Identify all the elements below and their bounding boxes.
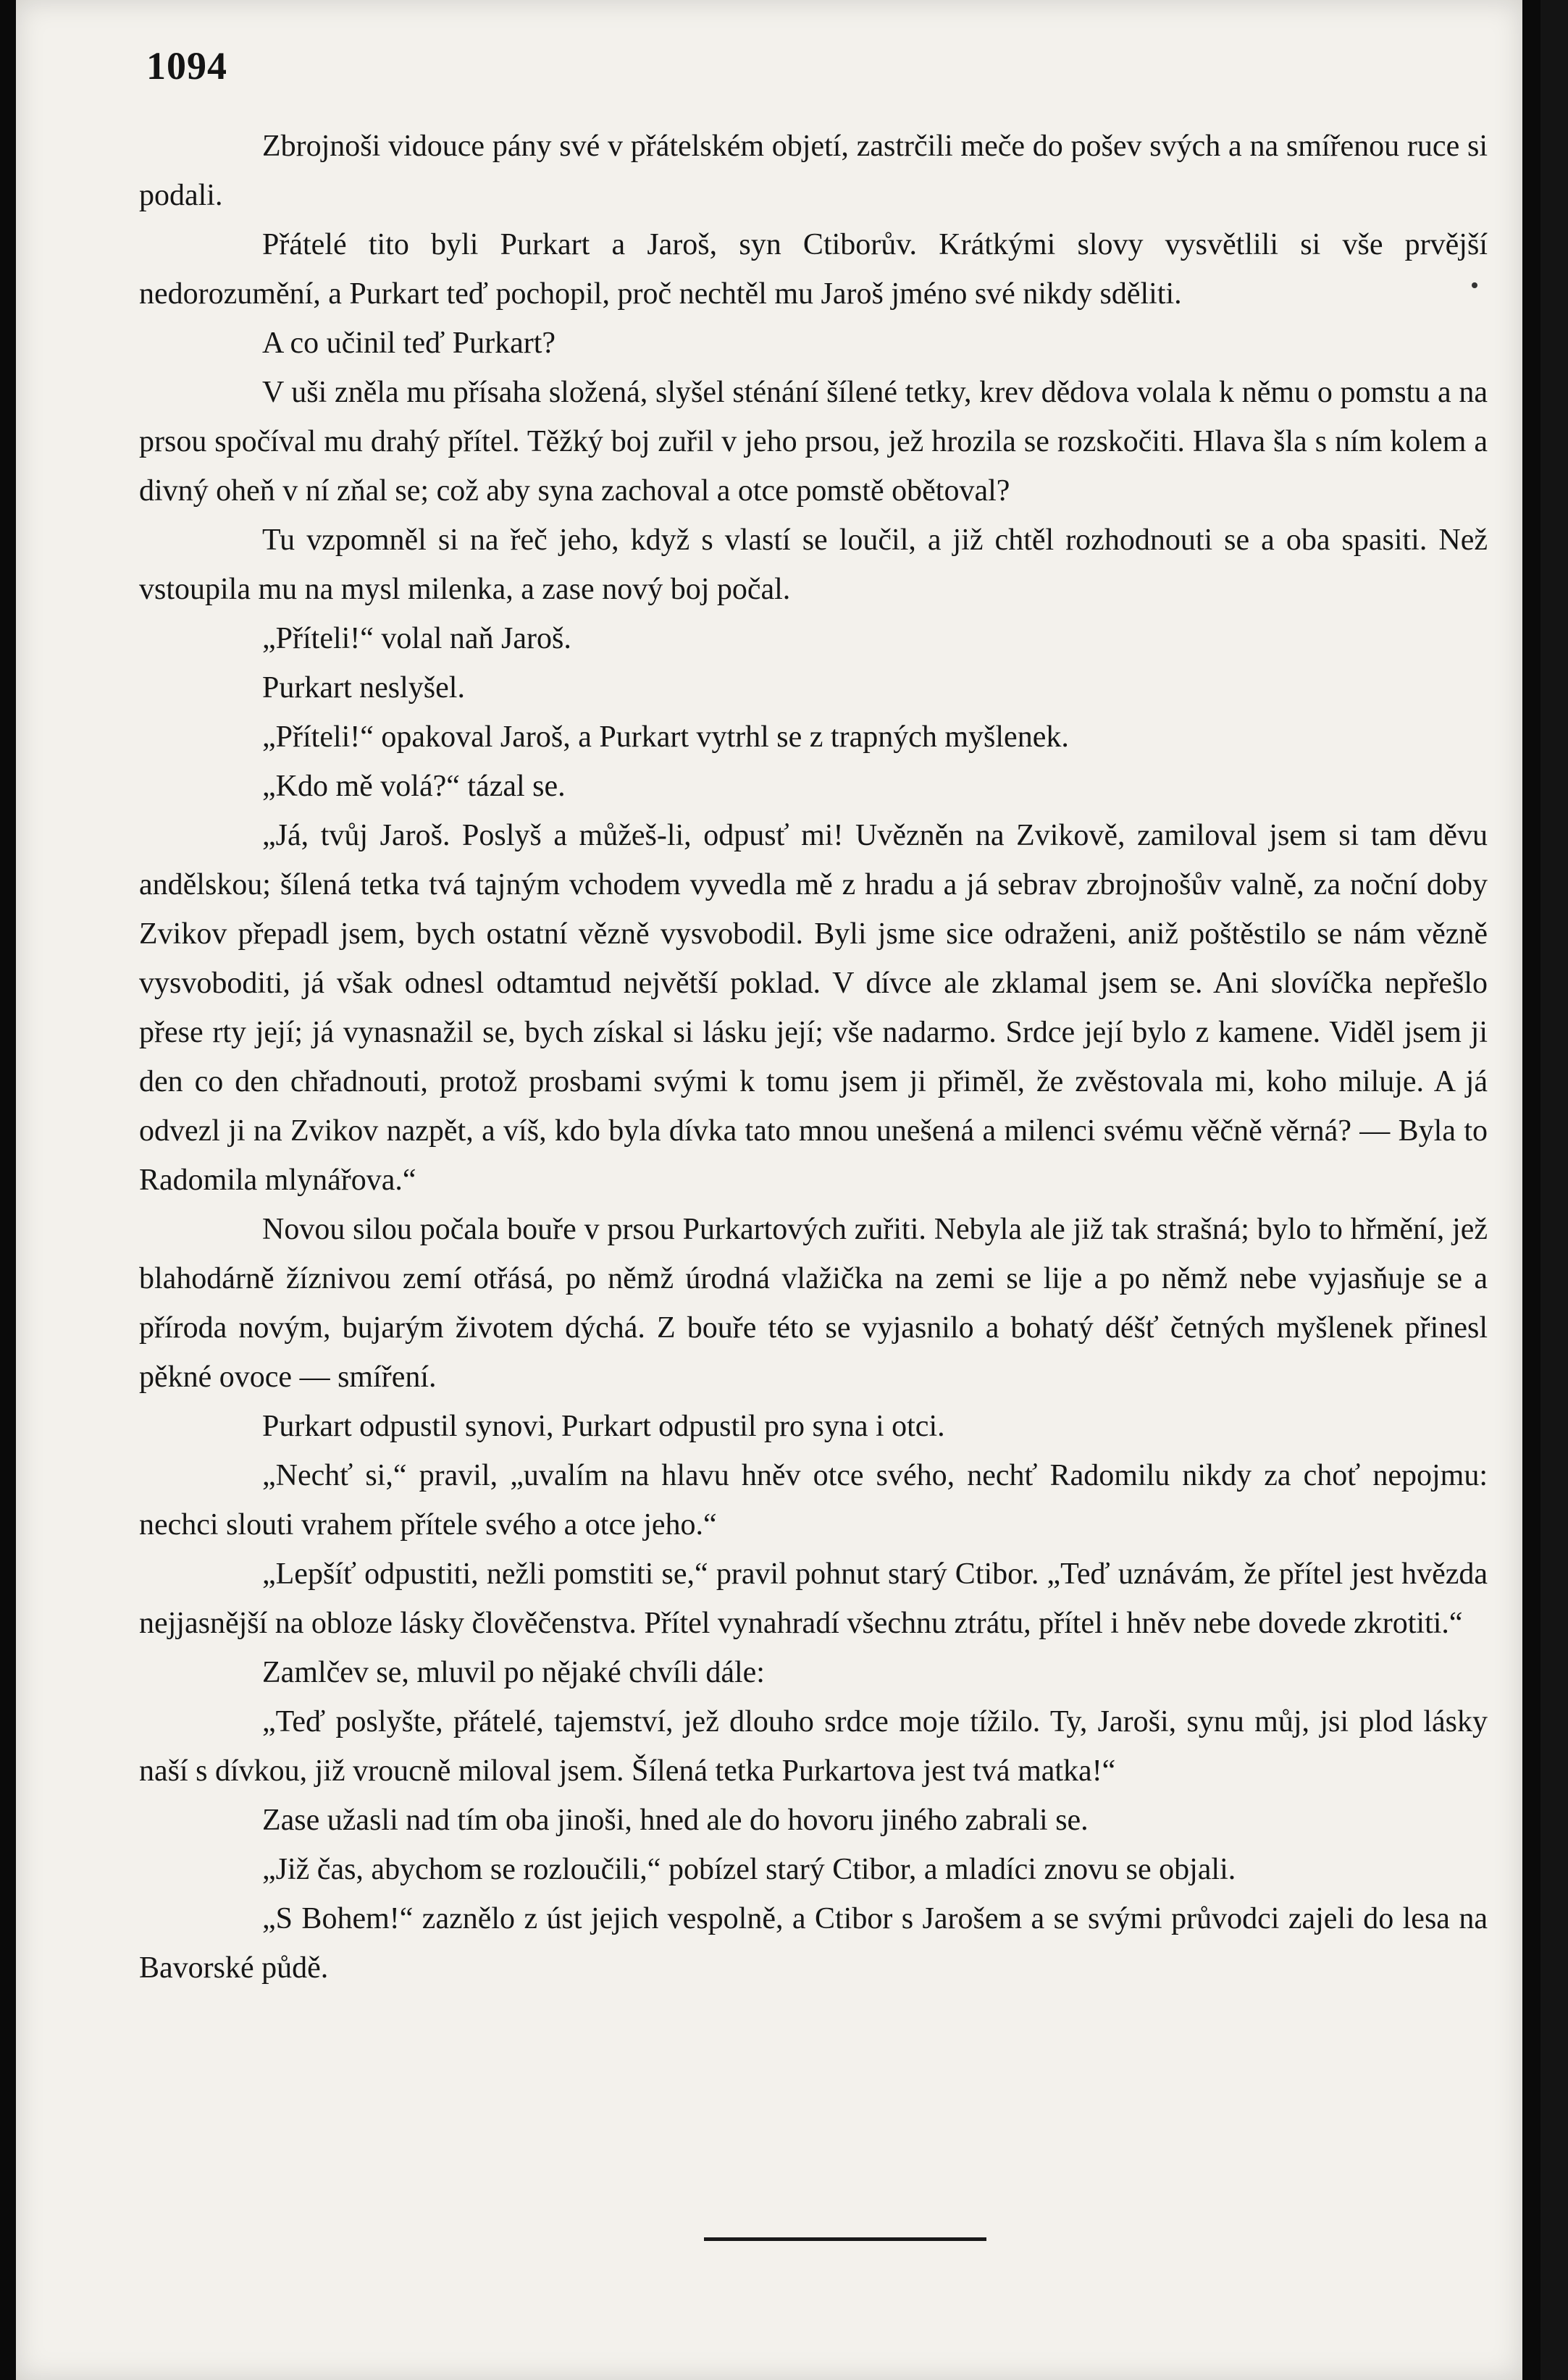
end-rule [704, 2237, 986, 2241]
paragraph: Purkart odpustil synovi, Purkart odpustil pro syna i otci. [262, 1410, 945, 1443]
scan-edge [1540, 0, 1568, 2380]
paragraph: „Příteli!“ opakoval Jaroš, a Purkart vytrhl se z trapných myšlenek. [262, 720, 1069, 754]
paragraph: Zamlčev se, mluvil po nějaké chvíli dále: [262, 1656, 765, 1689]
paragraph: „Lepšíť odpustiti, nežli pomstiti se,“ pravil pohnut starý Ctibor. „Teď uznávám, že přítel jest hvězda nejjasnější na obloze lásky člověčenstva. Přítel vynahradí všechnu ztrátu, přítel i hněv nebe dovede zkrotiti.“ [139, 1557, 1488, 1640]
paragraph: Zbrojnoši vidouce pány své v přátelském objetí, zastrčili meče do pošev svých a na smířenou ruce si podali. [139, 130, 1488, 212]
paragraph: „Příteli!“ volal naň Jaroš. [262, 622, 571, 655]
body-text [139, 122, 1488, 1993]
paragraph: „Teď poslyšte, přátelé, tajemství, jež dlouho srdce moje tížilo. Ty, Jaroši, synu můj, jsi plod lásky naší s dívkou, již vroucně miloval jsem. Šílená tetka Purkartova jest tvá matka!“ [139, 1705, 1488, 1788]
paragraph: Novou silou počala bouře v prsou Purkartových zuřiti. Nebyla ale již tak strašná; bylo to hřmění, jež blahodárně žíznivou zemí otřásá, po němž úrodná vlažička na zemi se lije a po němž nebe vyjasňuje se a příroda novým, bujarým životem dýchá. Z bouře této se vyjasnilo a bohatý déšť četných myšlenek přinesl pěkné ovoce — smíření. [139, 1213, 1488, 1394]
scan-speck [1472, 282, 1477, 288]
paragraph: „Kdo mě volá?“ tázal se. [262, 770, 566, 803]
book-page [16, 0, 1522, 2380]
paragraph: V uši zněla mu přísaha složená, slyšel sténání šílené tetky, krev dědova volala k němu o pomstu a na prsou spočíval mu drahý přítel. Těžký boj zuřil v jeho prsou, jež hrozila se rozskočiti. Hlava šla s ním kolem a divný oheň v ní zňal se; což aby syna zachoval a otce pomstě obětoval? [139, 376, 1488, 508]
page-number: 1094 [146, 44, 227, 88]
paragraph: Purkart neslyšel. [262, 671, 465, 705]
paragraph: „Já, tvůj Jaroš. Poslyš a můžeš-li, odpusť mi! Uvězněn na Zvikově, zamiloval jsem si tam děvu andělskou; šílená tetka tvá tajným vchodem vyvedla mě z hradu a já sebrav zbrojnošův valně, za noční doby Zvikov přepadl jsem, bych ostatní vězně vysvobodil. Byli jsme sice odraženi, aniž poštěstilo se nám vězně vysvoboditi, já však odnesl odtamtud největší poklad. V dívce ale zklamal jsem se. Ani slovíčka nepřešlo přese rty její; já vynasnažil se, bych získal si lásku její; vše nadarmo. Srdce její bylo z kamene. Viděl jsem ji den co den chřadnouti, protož prosbami svými k tomu jsem ji přiměl, že zvěstovala mi, koho miluje. A já odvezl ji na Zvikov nazpět, a víš, kdo byla dívka tato mnou unešená a milenci svému věčně věrná? — Byla to Radomila mlynářova.“ [139, 819, 1488, 1197]
paragraph: „Nechť si,“ pravil, „uvalím na hlavu hněv otce svého, nechť Radomilu nikdy za choť nepojmu: nechci slouti vrahem přítele svého a otce jeho.“ [139, 1459, 1488, 1542]
paragraph: A co učinil teď Purkart? [262, 327, 556, 360]
paragraph: Přátelé tito byli Purkart a Jaroš, syn Ctiborův. Krátkými slovy vysvětlili si vše prvější nedorozumění, a Purkart teď pochopil, proč nechtěl mu Jaroš jméno své nikdy sděliti. [139, 228, 1488, 311]
paragraph: Tu vzpomněl si na řeč jeho, když s vlastí se loučil, a již chtěl rozhodnouti se a oba spasiti. Než vstoupila mu na mysl milenka, a zase nový boj počal. [139, 523, 1488, 606]
paragraph: „S Bohem!“ zaznělo z úst jejich vespolně, a Ctibor s Jarošem a se svými průvodci zajeli do lesa na Bavorské půdě. [139, 1902, 1488, 1985]
paragraph: Zase užasli nad tím oba jinoši, hned ale do hovoru jiného zabrali se. [262, 1804, 1089, 1837]
paragraph: „Již čas, abychom se rozloučili,“ pobízel starý Ctibor, a mladíci znovu se objali. [262, 1853, 1236, 1886]
